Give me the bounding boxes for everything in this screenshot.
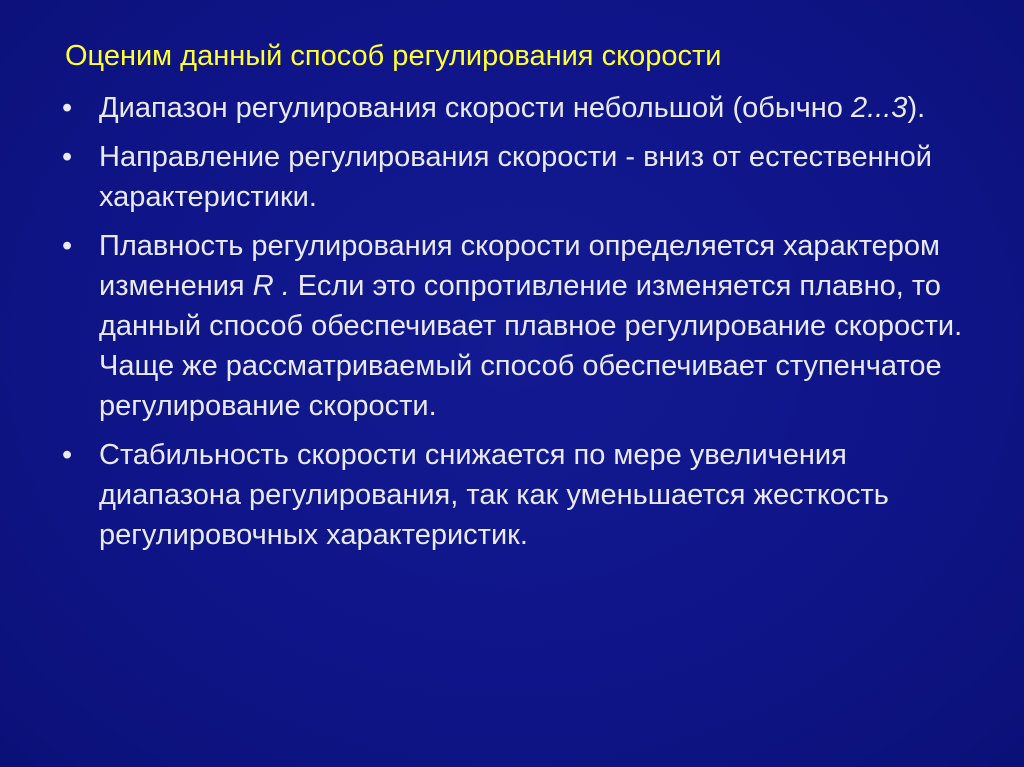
bullet-text-segment: ).	[907, 92, 926, 124]
speed-range-value: 2...3	[851, 92, 908, 124]
resistance-symbol: R .	[252, 270, 290, 302]
bullet-text	[99, 439, 889, 551]
bullet-text	[99, 92, 925, 124]
bullet-text-segment: Направление регулирования скорости - вниз от естественной характеристики.	[99, 141, 932, 213]
bullet-marker: •	[62, 92, 73, 124]
bullet-list	[62, 88, 982, 564]
bullet-text-segment: Если это сопротивление изменяется плавно, то данный способ обеспечивает плавное регулирование скорости. Чаще же рассматриваемый способ обеспечивает ступенчатое регулирование скорости.	[99, 270, 963, 422]
bullet-text-segment: Стабильность скорости снижается по мере увеличения диапазона регулирования, так как уменьшается жесткость регулировочных характеристик.	[99, 439, 889, 551]
bullet-item	[62, 88, 982, 128]
bullet-marker: •	[62, 439, 73, 471]
bullet-marker: •	[62, 141, 73, 173]
bullet-item	[62, 226, 982, 426]
bullet-item	[62, 435, 982, 555]
slide-title: Оценим данный способ регулирования скорости	[65, 40, 722, 72]
bullet-text	[99, 230, 962, 422]
bullet-marker: •	[62, 230, 73, 262]
bullet-text-segment: Диапазон регулирования скорости небольшой (обычно	[99, 92, 851, 124]
bullet-text	[99, 141, 932, 213]
bullet-text-segment: Плавность регулирования скорости определяется характером изменения	[99, 230, 940, 302]
bullet-item	[62, 137, 982, 217]
